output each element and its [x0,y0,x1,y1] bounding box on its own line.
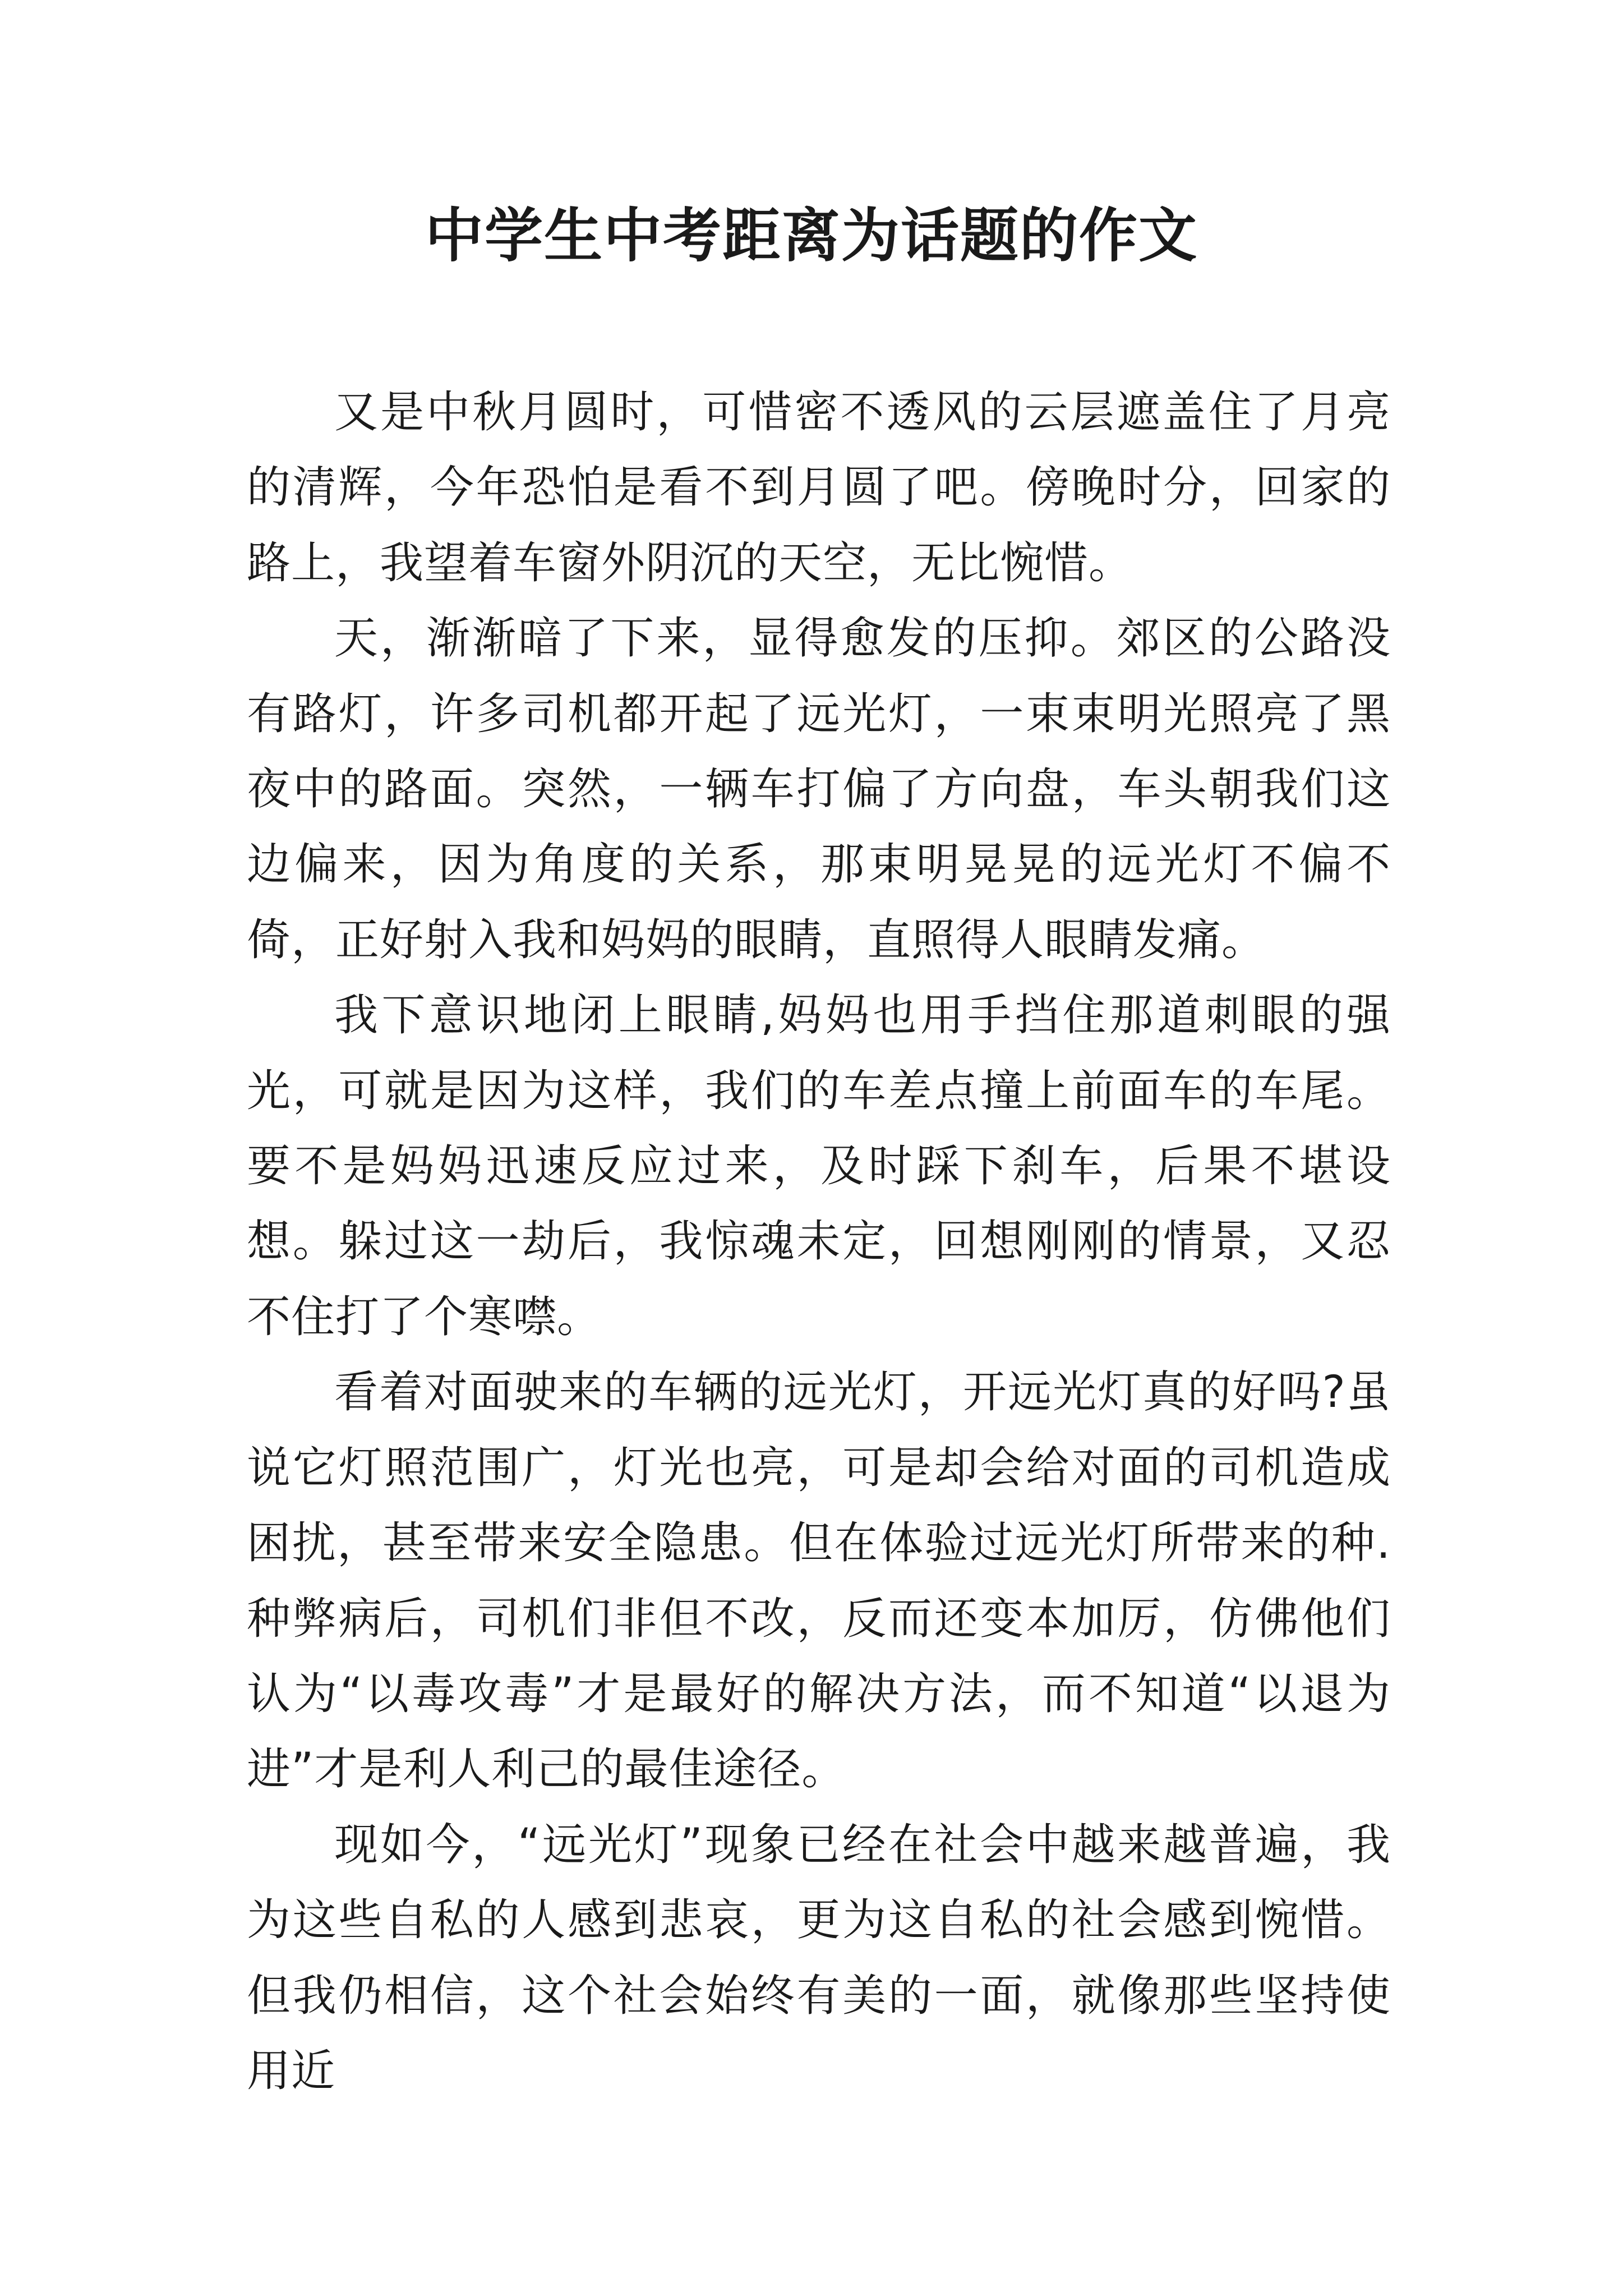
document-title: 中学生中考距离为话题的作文 [425,201,1198,270]
document-body [247,375,1391,2109]
paragraph: 又是中秋月圆时，可惜密不透风的云层遮盖住了月亮的清辉，今年恐怕是看不到月圆了吧。傍晚时分，回家的路上，我望着车窗外阴沉的天空，无比惋惜。 [247,387,1391,588]
paragraph: 现如今，“远光灯”现象已经在社会中越来越普遍，我为这些自私的人感到悲哀，更为这自私的社会感到惋惜。但我仍相信，这个社会始终有美的一面，就像那些坚持使用近 [247,1819,1391,2096]
paragraph: 天，渐渐暗了下来，显得愈发的压抑。郊区的公路没有路灯，许多司机都开起了远光灯，一束束明光照亮了黑夜中的路面。突然，一辆车打偏了方向盘，车头朝我们这边偏来，因为角度的关系，那束明晃晃的远光灯不偏不倚，正好射入我和妈妈的眼睛，直照得人眼睛发痛。 [247,613,1391,965]
paragraph: 看着对面驶来的车辆的远光灯，开远光灯真的好吗?虽说它灯照范围广，灯光也亮，可是却会给对面的司机造成困扰，甚至带来安全隐患。但在体验过远光灯所带来的种.种弊病后，司机们非但不改，反而还变本加厉，仿佛他们认为“以毒攻毒”才是最好的解决方法，而不知道“以退为进”才是利人利己的最佳途径。 [247,1367,1391,1795]
paragraph: 我下意识地闭上眼睛,妈妈也用手挡住那道刺眼的强光，可就是因为这样，我们的车差点撞上前面车的车尾。要不是妈妈迅速反应过来，及时踩下刹车，后果不堪设想。躲过这一劫后，我惊魂未定，回想刚刚的情景，又忍不住打了个寒噤。 [247,990,1391,1342]
